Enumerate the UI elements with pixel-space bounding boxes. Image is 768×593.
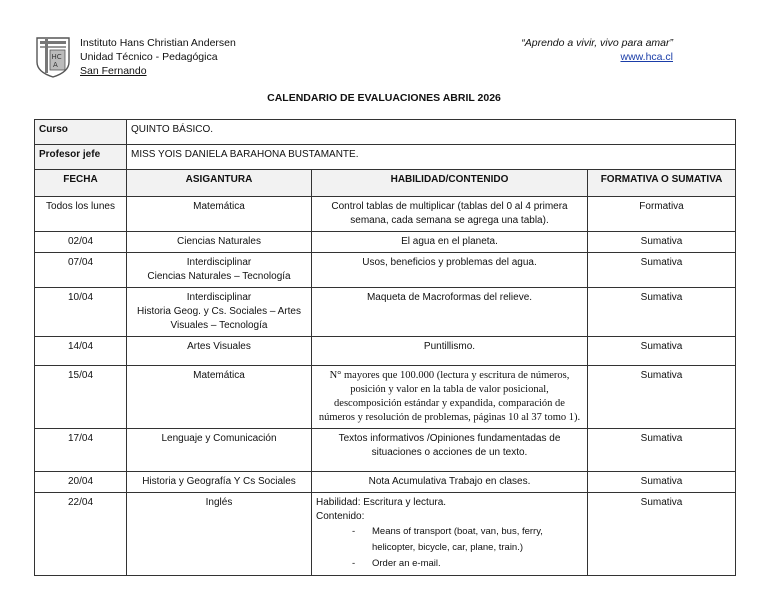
subject-line: Lenguaje y Comunicación xyxy=(161,433,277,444)
institution-unit: Unidad Técnico - Pedagógica xyxy=(80,51,218,63)
row-date: 14/04 xyxy=(35,337,127,366)
table-row xyxy=(35,493,736,576)
content-list-item xyxy=(352,524,583,556)
row-content: Puntillismo. xyxy=(312,337,588,366)
subject-line: Historia y Geografía Y Cs Sociales xyxy=(142,476,296,487)
row-subject xyxy=(127,429,312,472)
content-item-text: Order an e-mail. xyxy=(372,558,441,569)
row-type: Sumativa xyxy=(588,472,736,493)
row-subject xyxy=(127,288,312,337)
table-row xyxy=(35,366,736,429)
row-content: N° mayores que 100.000 (lectura y escritura de números, posición y valor en la tabla de valor posicional, descomposición estándar y expandida, comparación de números y resolución de problemas, páginas 10 al 37 tomo 1). xyxy=(312,366,588,429)
row-subject xyxy=(127,232,312,253)
row-content: Textos informativos /Opiniones fundamentadas de situaciones o acciones de un texto. xyxy=(312,429,588,472)
content-list xyxy=(316,524,583,572)
row-type: Sumativa xyxy=(588,366,736,429)
row-type: Sumativa xyxy=(588,232,736,253)
table-row xyxy=(35,197,736,232)
motto-block xyxy=(521,36,673,64)
row-content xyxy=(312,493,588,576)
row-date: 07/04 xyxy=(35,253,127,288)
row-subject xyxy=(127,493,312,576)
teacher-value: MISS YOIS DANIELA BARAHONA BUSTAMANTE. xyxy=(127,145,736,170)
teacher-label: Profesor jefe xyxy=(35,145,127,170)
subject-line: Historia Geog. y Cs. Sociales – Artes Visuales – Tecnología xyxy=(137,306,301,331)
row-type: Sumativa xyxy=(588,288,736,337)
row-type: Sumativa xyxy=(588,429,736,472)
subject-line: Matemática xyxy=(193,201,245,212)
row-date: 15/04 xyxy=(35,366,127,429)
subject-line: Ciencias Naturales – Tecnología xyxy=(147,271,291,282)
column-header-contenido: HABILIDAD/CONTENIDO xyxy=(312,170,588,197)
column-header-asignatura: ASIGANTURA xyxy=(127,170,312,197)
row-date: Todos los lunes xyxy=(35,197,127,232)
course-row xyxy=(35,120,736,145)
institution-block xyxy=(80,36,236,78)
row-content: Maqueta de Macroformas del relieve. xyxy=(312,288,588,337)
subject-line: Interdisciplinar xyxy=(186,257,252,268)
school-crest-icon xyxy=(35,36,71,78)
row-type: Formativa xyxy=(588,197,736,232)
content-item-text: Means of transport (boat, van, bus, ferry, helicopter, bicycle, car, plane, train.) xyxy=(372,526,543,553)
table-row xyxy=(35,232,736,253)
svg-text:HC: HC xyxy=(51,53,62,61)
column-header-row xyxy=(35,170,736,197)
document-header xyxy=(35,36,735,82)
row-content: Nota Acumulativa Trabajo en clases. xyxy=(312,472,588,493)
page-title: CALENDARIO DE EVALUACIONES ABRIL 2026 xyxy=(267,92,501,104)
row-type: Sumativa xyxy=(588,493,736,576)
table-row xyxy=(35,288,736,337)
row-date: 20/04 xyxy=(35,472,127,493)
subject-line: Matemática xyxy=(193,370,245,381)
dash-bullet-icon: - xyxy=(352,558,356,569)
row-date: 17/04 xyxy=(35,429,127,472)
content-list-item xyxy=(352,556,583,572)
row-date: 02/04 xyxy=(35,232,127,253)
dash-bullet-icon: - xyxy=(352,526,356,537)
row-content: Control tablas de multiplicar (tablas del 0 al 4 primera semana, cada semana se agrega una tabla). xyxy=(312,197,588,232)
subject-line: Artes Visuales xyxy=(187,341,251,352)
row-subject xyxy=(127,197,312,232)
subject-line: Interdisciplinar xyxy=(186,292,252,303)
row-type: Sumativa xyxy=(588,253,736,288)
row-date: 10/04 xyxy=(35,288,127,337)
table-row xyxy=(35,472,736,493)
teacher-row xyxy=(35,145,736,170)
institution-city: San Fernando xyxy=(80,65,147,77)
row-subject xyxy=(127,472,312,493)
content-label: Contenido: xyxy=(316,511,365,522)
column-header-tipo: FORMATIVA O SUMATIVA xyxy=(588,170,736,197)
table-row xyxy=(35,253,736,288)
row-subject xyxy=(127,366,312,429)
row-date: 22/04 xyxy=(35,493,127,576)
row-type: Sumativa xyxy=(588,337,736,366)
row-content: Usos, beneficios y problemas del agua. xyxy=(312,253,588,288)
website-link[interactable]: www.hca.cl xyxy=(620,51,673,63)
table-row xyxy=(35,337,736,366)
course-label: Curso xyxy=(35,120,127,145)
institution-name: Instituto Hans Christian Andersen xyxy=(80,37,236,49)
row-content: El agua en el planeta. xyxy=(312,232,588,253)
subject-line: Inglés xyxy=(205,497,233,508)
course-value: QUINTO BÁSICO. xyxy=(127,120,736,145)
row-subject xyxy=(127,337,312,366)
svg-text:A: A xyxy=(53,61,58,69)
evaluation-calendar-table xyxy=(34,119,736,576)
content-skill: Habilidad: Escritura y lectura. xyxy=(316,497,447,508)
column-header-fecha: FECHA xyxy=(35,170,127,197)
subject-line: Ciencias Naturales xyxy=(177,236,261,247)
row-subject xyxy=(127,253,312,288)
table-row xyxy=(35,429,736,472)
motto-text: “Aprendo a vivir, vivo para amar” xyxy=(521,37,673,49)
